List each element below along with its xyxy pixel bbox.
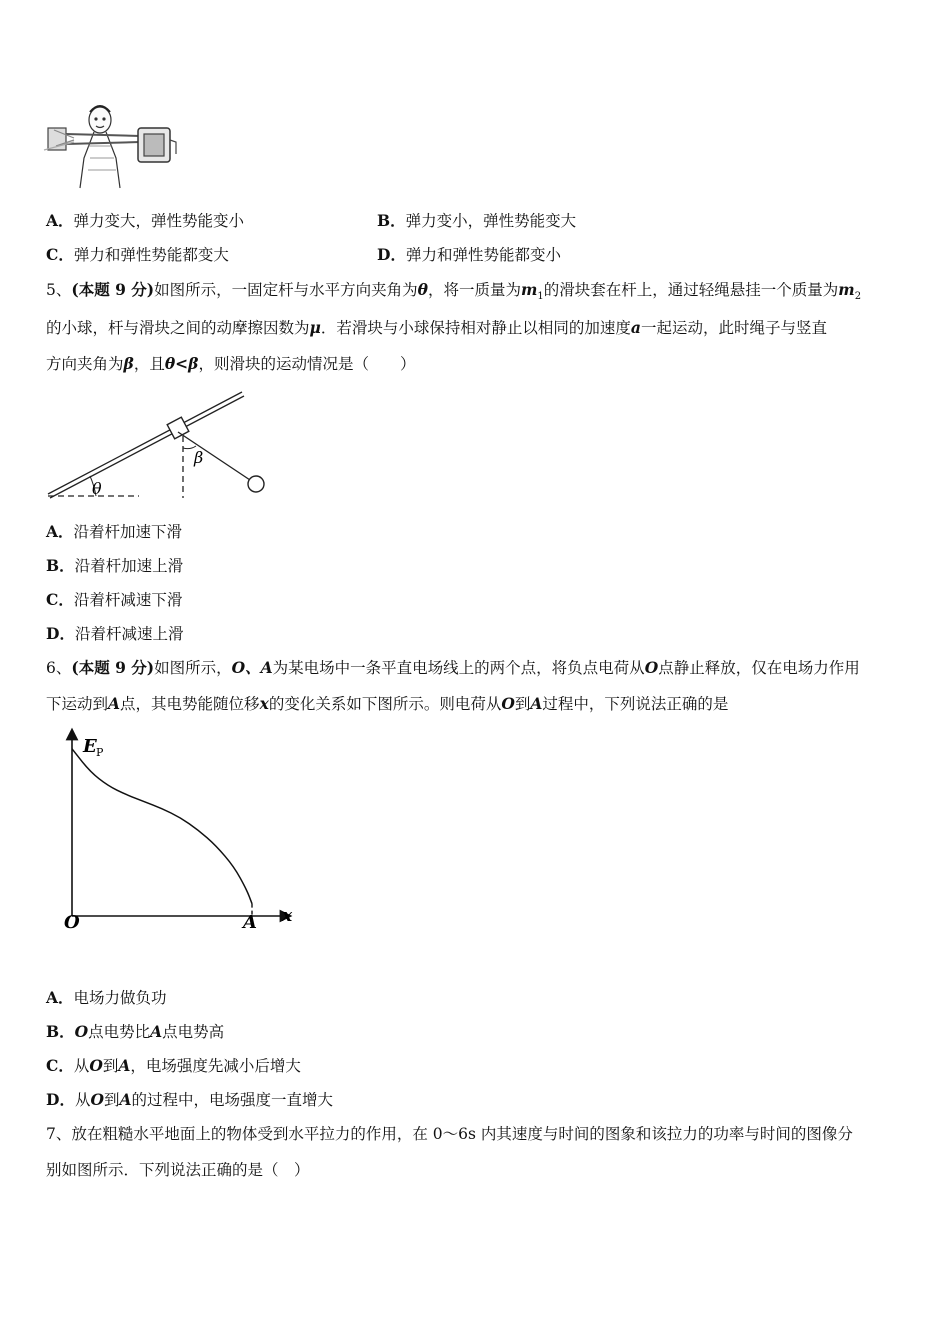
q6-option-c: C．从O到A，电场强度先减小后增大: [46, 1056, 301, 1075]
q5-stem-line-1: 5、(本题 9 分)如图所示，一固定杆与水平方向夹角为θ，将一质量为$m_1$的滑块套在杆上，通过轻绳悬挂一个质量为$m_2$: [46, 280, 862, 303]
q5-stem-line-3: 方向夹角为β，且θ<β，则滑块的运动情况是（ ）: [46, 354, 416, 373]
q6-option-a: A．电场力做负功: [46, 988, 167, 1007]
rod: [48, 392, 242, 494]
q7-stem-line-2: 别如图所示．下列说法正确的是（ ）: [46, 1161, 310, 1179]
q4-option-b: B．弹力变小，弹性势能变大: [377, 211, 577, 230]
q4-illustration: [44, 98, 184, 190]
q5-option-c: C．沿着杆减速下滑: [46, 590, 183, 609]
ball: [248, 476, 264, 492]
person-stretching-icon: [44, 106, 176, 188]
q7-stem-line-1: 7、放在粗糙水平地面上的物体受到水平拉力的作用，在 0～6s 内其速度与时间的图象和该拉力的功率与时间的图像分: [46, 1125, 853, 1143]
q5-option-a: A．沿着杆加速下滑: [46, 522, 183, 541]
ep-chart: [56, 728, 306, 934]
q6-stem-line-2: 下运动到A点，其电势能随位移x的变化关系如下图所示。则电荷从O到A过程中，下列说法正确的是: [46, 694, 729, 713]
origin-label: O: [64, 912, 80, 933]
q5-option-b: B．沿着杆加速上滑: [46, 556, 184, 575]
x-tick-label-a: A: [243, 912, 257, 933]
x-axis-label: x: [282, 906, 293, 926]
q6-option-d: D．从O到A的过程中，电场强度一直增大: [46, 1090, 334, 1109]
rope: [178, 432, 250, 480]
q5-option-d: D．沿着杆减速上滑: [46, 624, 184, 643]
q6-option-b: B．O点电势比A点电势高: [46, 1022, 225, 1041]
q4-option-c: C．弹力和弹性势能都变大: [46, 245, 229, 264]
beta-label: β: [194, 448, 204, 467]
q4-option-a: A．弹力变大，弹性势能变小: [46, 211, 245, 230]
ep-curve: [72, 749, 252, 904]
slider-block: [167, 417, 189, 439]
y-axis-label-sub: P: [96, 746, 104, 759]
q4-option-d: D．弹力和弹性势能都变小: [377, 245, 561, 264]
y-axis-label: E: [83, 736, 97, 757]
q5-figure: [44, 386, 254, 502]
q6-stem-line-1: 6、(本题 9 分)如图所示，O、A为某电场中一条平直电场线上的两个点，将负点电荷从O点静止释放，仅在电场力作用: [46, 658, 860, 677]
theta-label: θ: [92, 479, 102, 498]
q5-stem-line-2: 的小球，杆与滑块之间的动摩擦因数为μ．若滑块与小球保持相对静止以相同的加速度a一起运动，此时绳子与竖直: [46, 318, 827, 337]
